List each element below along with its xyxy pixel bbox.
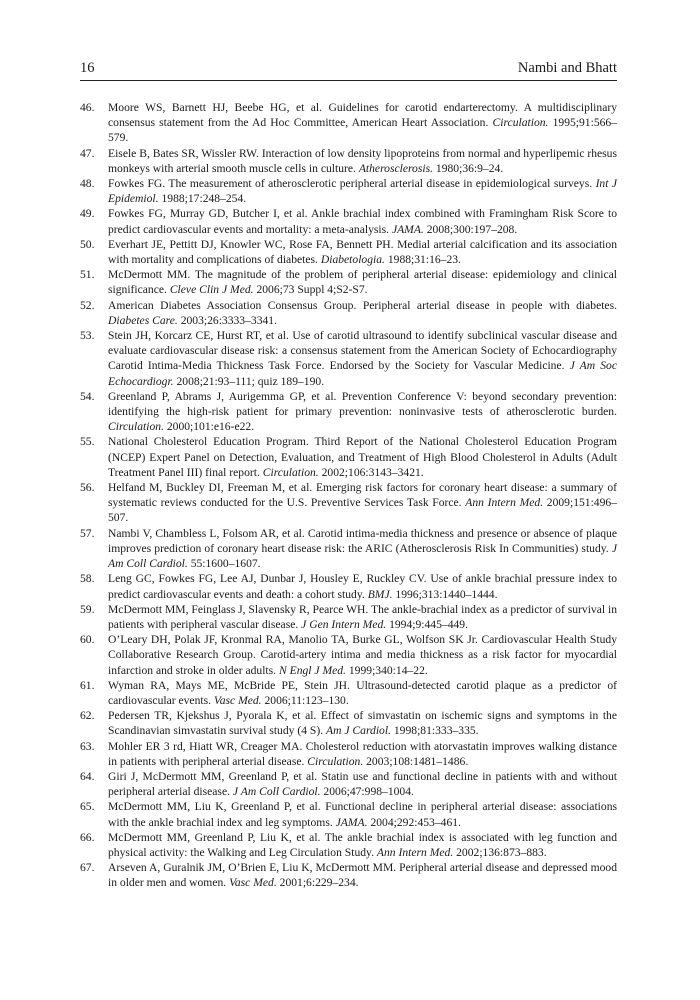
reference-journal: J Am Coll Cardiol. [108, 541, 618, 571]
reference-text: Nambi V, Chambless L, Folsom AR, et al. Carotid intima-media thickness and presence or absence of plaque improves prediction of coronary heart disease risk: the ARIC (Atherosclerosis Risk In Communities) study. [108, 526, 617, 555]
reference-text: Leng GC, Fowkes FG, Lee AJ, Dunbar J, Housley E, Ruckley CV. Use of ankle brachial pressure index to predict cardiovascular events and death: a cohort study. [108, 572, 617, 601]
reference-number: 65. [80, 800, 95, 814]
reference-text: Everhart JE, Pettitt DJ, Knowler WC, Rose FA, Bennett PH. Medial arterial calcification and its association with mortality and complications of diabetes. [108, 237, 617, 267]
reference-journal: N Engl J Med. [278, 663, 346, 677]
reference-text: National Cholesterol Education Program. Third Report of the National Cholesterol Education Program (NCEP) Expert Panel on Detection, Evaluation, and Treatment of High Blood Cholesterol in Adults (Adult Treatment Panel III) final report. [108, 435, 617, 479]
reference-list [80, 100, 617, 891]
reference-journal: Vasc Med. [213, 693, 262, 707]
reference-citation: 2004;292:453–461. [370, 815, 461, 829]
reference-citation: 55:1600–1607. [190, 557, 261, 571]
reference-journal: Circulation. [262, 465, 319, 479]
reference-citation: 1980;36:9–24. [435, 161, 504, 175]
reference-text: Pedersen TR, Kjekshus J, Pyorala K, et al. Effect of simvastatin on ischemic signs and symptoms in the Scandinavian simvastatin survival study (4 S). [108, 709, 617, 738]
reference-citation: 2002;106:3143–3421. [321, 465, 424, 479]
reference-number: 50. [80, 237, 95, 251]
reference-number: 52. [80, 298, 95, 312]
reference-item [80, 298, 617, 328]
reference-item [80, 389, 617, 435]
reference-journal: Circulation. [108, 420, 164, 434]
reference-text: Moore WS, Barnett HJ, Beebe HG, et al. Guidelines for carotid endarterectomy. A multidisciplinary consensus statement from the Ad Hoc Committee, American Heart Association. [108, 101, 617, 130]
reference-text: McDermott MM, Liu K, Greenland P, et al. Functional decline in peripheral arterial disease: associations with the ankle brachial index and leg symptoms. [108, 800, 617, 829]
reference-item [80, 739, 617, 769]
reference-citation: 2000;101:e16-e22. [166, 420, 255, 434]
page-header [80, 60, 617, 80]
reference-item [80, 769, 617, 799]
reference-number: 61. [80, 678, 95, 692]
reference-citation: 1998;81:333–335. [393, 724, 479, 738]
reference-number: 54. [80, 389, 95, 403]
reference-text: O’Leary DH, Polak JF, Kronmal RA, Manolio TA, Burke GL, Wolfson SK Jr. Cardiovascular Health Study Collaborative Research Group. Carotid-artery intima and media thickness as a risk factor for myocardial infarction and stroke in older adults. [108, 633, 617, 677]
reference-citation: 1988;17:248–254. [161, 192, 247, 206]
reference-citation: 2003;26:3333–3341. [180, 313, 277, 327]
reference-text: Arseven A, Guralnik JM, O’Brien E, Liu K, McDermott MM. Peripheral arterial disease and depressed mood in older men and women. [108, 861, 617, 890]
reference-number: 46. [80, 101, 95, 114]
reference-item [80, 526, 617, 572]
reference-journal: Ann Intern Med. [376, 845, 454, 859]
reference-citation: 2002;136:873–883. [456, 845, 547, 859]
reference-number: 60. [80, 633, 95, 647]
reference-number: 55. [80, 435, 95, 449]
reference-item [80, 434, 617, 480]
header-rule [80, 80, 617, 81]
reference-journal: J Am Coll Cardiol. [232, 785, 321, 799]
reference-citation: 2006;11:123–130. [264, 693, 349, 707]
reference-citation: 1995;91:566–579. [108, 116, 618, 145]
running-head: Nambi and Bhatt [517, 60, 617, 76]
reference-journal: Ann Intern Med. [465, 496, 544, 510]
reference-citation: 2006;73 Suppl 4;S2-S7. [256, 283, 368, 297]
reference-citation: 2001;6:229–234. [279, 876, 359, 890]
reference-item [80, 328, 617, 389]
reference-citation: 1988;31:16–23. [387, 253, 461, 267]
reference-text: Mohler ER 3 rd, Hiatt WR, Creager MA. Cholesterol reduction with atorvastatin improves walking distance in patients with peripheral arterial disease. [108, 739, 617, 768]
reference-journal: Cleve Clin J Med. [169, 283, 254, 297]
reference-text: McDermott MM, Greenland P, Liu K, et al. The ankle brachial index is associated with leg function and physical activity: the Walking and Leg Circulation Study. [108, 830, 617, 859]
reference-number: 62. [80, 709, 95, 723]
reference-journal: JAMA. [335, 815, 368, 829]
reference-item [80, 100, 617, 146]
reference-citation: 2008;21:93–111; quiz 189–190. [176, 374, 325, 388]
reference-journal: Circulation. [492, 116, 549, 130]
reference-journal: Vasc Med. [229, 876, 277, 890]
reference-number: 59. [80, 602, 95, 616]
reference-number: 57. [80, 526, 95, 540]
reference-citation: 1999;340:14–22. [348, 663, 428, 677]
reference-journal: Int J Epidemiol. [108, 177, 617, 206]
reference-journal: BMJ. [367, 587, 393, 601]
reference-journal: Atherosclerosis. [358, 161, 433, 175]
reference-citation: 2006;47:998–1004. [323, 785, 414, 799]
reference-citation: 1996;313:1440–1444. [395, 587, 498, 601]
reference-journal: Diabetologia. [320, 253, 385, 267]
reference-item [80, 206, 617, 236]
reference-text: Eisele B, Bates SR, Wissler RW. Interaction of low density lipoproteins from normal and hyperlipemic rhesus monkeys with arterial smooth muscle cells in culture. [108, 146, 617, 175]
reference-item [80, 708, 617, 738]
reference-item [80, 146, 617, 176]
reference-item [80, 602, 617, 632]
reference-number: 67. [80, 861, 95, 875]
reference-citation: 2008;300:197–208. [426, 222, 518, 236]
reference-item [80, 480, 617, 526]
reference-number: 64. [80, 769, 95, 783]
reference-citation: 2009;151:496–507. [108, 496, 617, 525]
reference-citation: 2003;108:1481–1486. [366, 754, 469, 768]
reference-item [80, 571, 617, 601]
reference-journal: J Am Soc Echocardiogr. [108, 359, 617, 388]
reference-item [80, 237, 617, 267]
reference-number: 66. [80, 830, 95, 844]
reference-number: 49. [80, 207, 95, 221]
reference-text: Giri J, McDermott MM, Greenland P, et al. Statin use and functional decline in patients with and without peripheral arterial disease. [108, 769, 617, 799]
reference-journal: Am J Cardiol. [326, 724, 391, 738]
reference-text: Wyman RA, Mays ME, McBride PE, Stein JH. Ultrasound-detected carotid plaque as a predictor of cardiovascular events. [108, 678, 617, 707]
reference-item [80, 799, 617, 829]
reference-text: Greenland P, Abrams J, Aurigemma GP, et al. Prevention Conference V: beyond secondary prevention: identifying the high-risk patient for primary prevention: noninvasive tests of atherosclerotic burden. [108, 389, 617, 419]
reference-journal: Circulation. [307, 754, 364, 768]
page-number: 16 [80, 60, 95, 76]
reference-item [80, 267, 617, 297]
reference-item [80, 860, 617, 890]
reference-text: American Diabetes Association Consensus Group. Peripheral arterial disease in people with diabetes. [108, 298, 617, 312]
reference-number: 48. [80, 177, 95, 191]
reference-number: 56. [80, 481, 95, 495]
reference-text: McDermott MM. The magnitude of the problem of peripheral arterial disease: epidemiology and clinical significance. [108, 268, 617, 297]
reference-item [80, 176, 617, 206]
reference-journal: Diabetes Care. [108, 313, 178, 327]
reference-text: McDermott MM, Feinglass J, Slavensky R, Pearce WH. The ankle-brachial index as a predictor of survival in patients with peripheral vascular disease. [108, 602, 617, 631]
reference-number: 53. [80, 329, 95, 343]
reference-text: Fowkes FG, Murray GD, Butcher I, et al. Ankle brachial index combined with Framingham Risk Score to predict cardiovascular events and mortality: a meta-analysis. [108, 207, 617, 236]
reference-item [80, 632, 617, 678]
reference-text: Fowkes FG. The measurement of atherosclerotic peripheral arterial disease in epidemiological surveys. [108, 177, 593, 191]
reference-number: 63. [80, 739, 95, 753]
reference-number: 58. [80, 572, 95, 586]
reference-journal: JAMA. [391, 222, 424, 236]
reference-number: 47. [80, 146, 95, 160]
reference-item [80, 678, 617, 708]
reference-citation: 1994;9:445–449. [389, 617, 468, 631]
reference-journal: J Gen Intern Med. [301, 617, 387, 631]
reference-item [80, 830, 617, 860]
reference-text: Stein JH, Korcarz CE, Hurst RT, et al. Use of carotid ultrasound to identify subclinical vascular disease and evaluate cardiovascular disease risk: a consensus statement from the American Society of Echocardiography Carotid Intima-Media Thickness Task Force. Endorsed by the Society for Vascular Medicine. [108, 329, 617, 373]
reference-text: Helfand M, Buckley DI, Freeman M, et al. Emerging risk factors for coronary heart disease: a summary of systematic reviews conducted for the U.S. Preventive Services Task Force. [108, 481, 617, 510]
reference-number: 51. [80, 268, 95, 282]
